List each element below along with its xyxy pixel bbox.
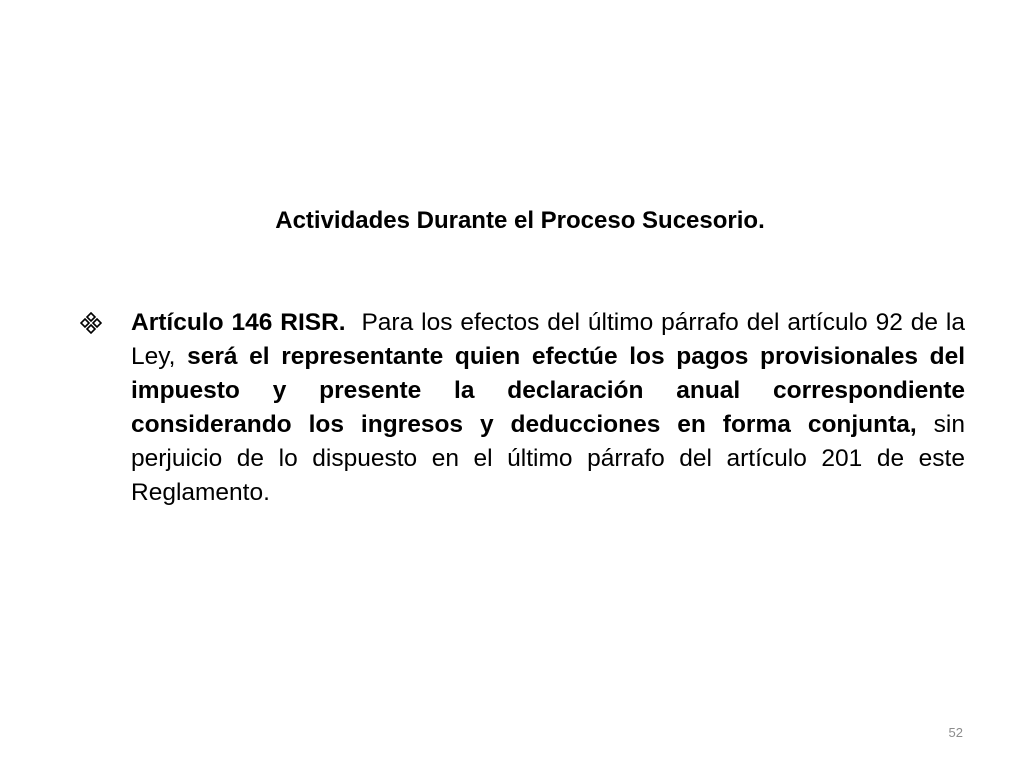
- slide-title: Actividades Durante el Proceso Sucesorio.: [275, 207, 765, 234]
- bullet-paragraph: [131, 306, 965, 510]
- paragraph-bold-emphasis: será el representante quien efectúe los pagos provisionales del impuesto y presente la declaración anual correspondiente considerando los ingresos y deducciones en forma conjunta,: [131, 343, 966, 438]
- article-reference: Artículo 146 RISR.: [131, 309, 346, 336]
- paragraph-text-2: sin perjuicio de lo dispuesto en el último párrafo del artículo 201 de este Reglamento.: [131, 411, 965, 506]
- bullet-item: [80, 306, 965, 510]
- four-diamond-bullet-icon: [80, 312, 102, 334]
- paragraph-text-1: Para los efectos del último párrafo del artículo 92 de la Ley,: [131, 309, 965, 370]
- page-number: 52: [948, 725, 963, 740]
